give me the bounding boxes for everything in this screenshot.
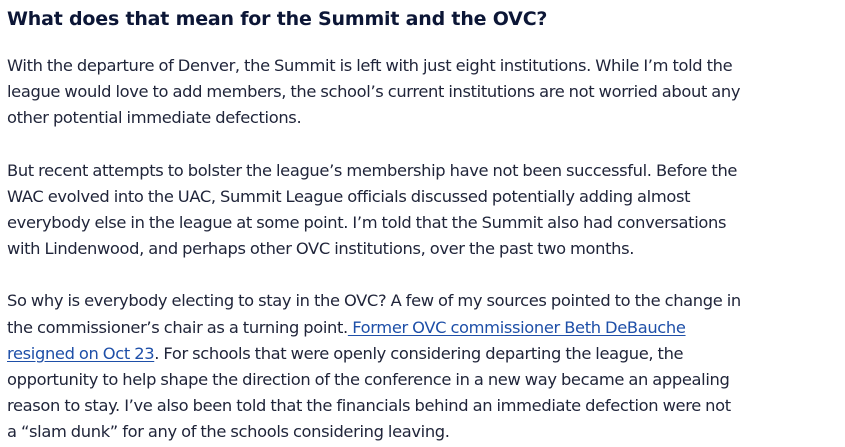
paragraph-line: a “slam dunk” for any of the schools considering leaving. (7, 422, 450, 442)
paragraph-line: reason to stay. I’ve also been told that the financials behind an immediate defection were not (7, 396, 731, 416)
paragraph-line: With the departure of Denver, the Summit is left with just eight institutions. While I’m told the (7, 56, 733, 75)
paragraph-denver-departure (7, 53, 845, 132)
paragraph-text: . For schools that were openly considering departing the league, the (154, 343, 684, 363)
debauche-resignation-link-part2[interactable]: resigned on Oct 23 (7, 343, 155, 363)
paragraph-line: But recent attempts to bolster the league’s membership have not been successful. Before the (7, 160, 738, 180)
paragraph-line (7, 315, 845, 341)
paragraph-line: other potential immediate defections. (7, 108, 302, 128)
section-heading: What does that mean for the Summit and the OVC? (7, 8, 548, 30)
paragraph-text: the commissioner’s chair as a turning point. (7, 317, 348, 337)
paragraph-why-stay (7, 288, 845, 445)
paragraph-line: everybody else in the league at some point. I’m told that the Summit also had conversations (7, 213, 727, 233)
paragraph-membership-attempts (7, 158, 845, 263)
paragraph-line: league would love to add members, the school’s current institutions are not worried about any (7, 82, 741, 102)
paragraph-line: with Lindenwood, and perhaps other OVC institutions, over the past two months. (7, 239, 635, 259)
paragraph-line: WAC evolved into the UAC, Summit League officials discussed potentially adding almost (7, 186, 691, 206)
paragraph-line: So why is everybody electing to stay in the OVC? A few of my sources pointed to the change in (7, 291, 741, 311)
paragraph-line (7, 341, 845, 367)
paragraph-line: opportunity to help shape the direction of the conference in a new way became an appealing (7, 370, 730, 390)
debauche-resignation-link-part1[interactable]: Former OVC commissioner Beth DeBauche (347, 317, 686, 337)
